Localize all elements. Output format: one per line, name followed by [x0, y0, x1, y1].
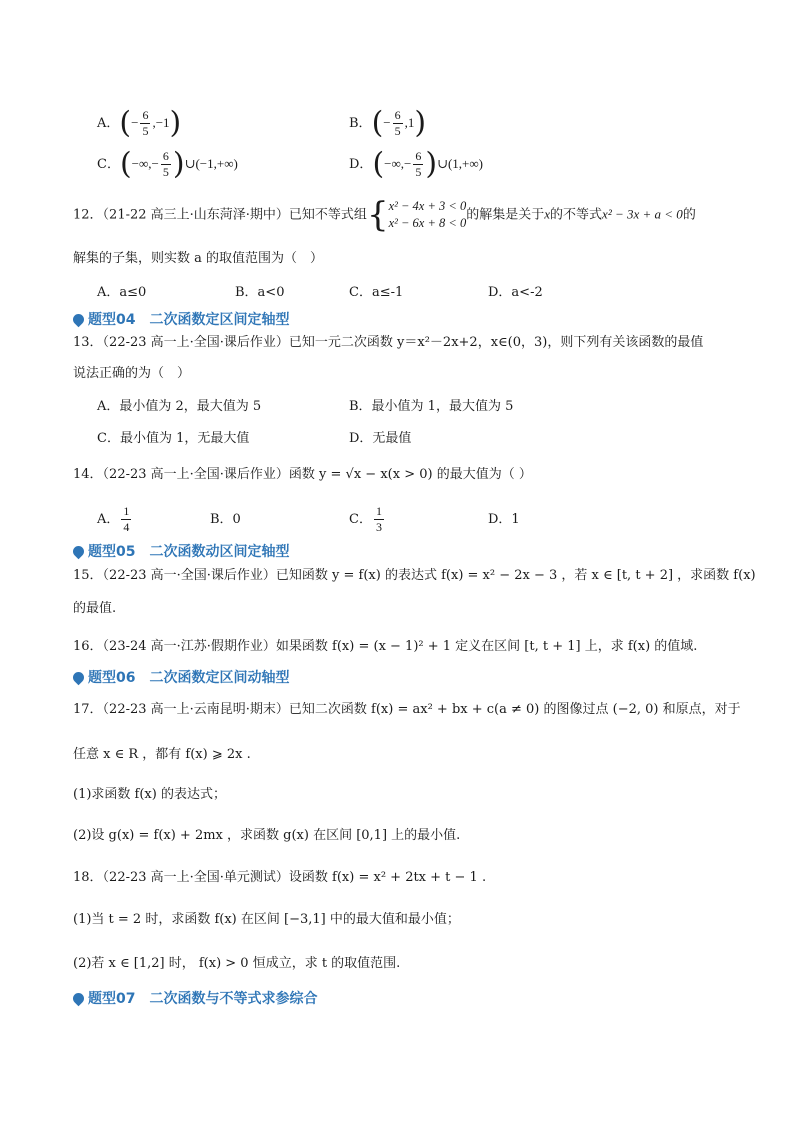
q12-line2: 解集的子集，则实数 a 的取值范围为（ ） — [73, 251, 324, 266]
q17-part2: (2)设 g(x) = f(x) + 2mx ，求函数 g(x) 在区间 [0,1] 上的最小值. — [73, 828, 461, 843]
q13-line1: 13．（22-23 高一上·全国·课后作业）已知一元二次函数 y＝x²－2x+2，x∈(0，3)，则下列有关该函数的最值 — [73, 335, 704, 350]
q17-line1: 17．（22-23 高一上·云南昆明·期末）已知二次函数 f(x) = ax² + bx + c(a ≠ 0) 的图像过点 (−2, 0) 和原点，对于 — [73, 702, 741, 717]
q12-line1: 12．（21-22 高三上·山东菏泽·期中）已知不等式组{ x² − 4x + 3 < 0 x² − 6x + 8 < 0 的解集是关于x的不等式x² − 3x + a < 0的 — [73, 195, 696, 235]
section-heading-07: 题型07 二次函数与不等式求参综合 — [73, 988, 317, 1008]
q18-part2: (2)若 x ∈ [1,2] 时， f(x) > 0 恒成立，求 t 的取值范围. — [73, 956, 401, 971]
q14-option-b: B．0 — [210, 512, 241, 527]
section-marker-icon — [71, 543, 87, 559]
q14-option-a: A． $\frac{1}{4}$ — [97, 504, 130, 534]
section-marker-icon — [71, 990, 87, 1006]
q18-part1: (1)当 t = 2 时，求函数 f(x) 在区间 [−3,1] 中的最大值和最小值； — [73, 912, 460, 927]
q11-option-c: C．(−∞,− $\frac{6}{5}$ )∪(−1,+∞) — [97, 146, 238, 182]
q18-line1: 18．（22-23 高一上·全国·单元测试）设函数 f(x) = x² + 2tx + t − 1 . — [73, 870, 487, 885]
section-marker-icon — [71, 311, 87, 327]
q15-line2: 的最值. — [73, 601, 117, 616]
q13-option-c: C．最小值为 1，无最大值 — [97, 431, 250, 446]
q17-line2: 任意 x ∈ R ，都有 f(x) ⩾ 2x . — [73, 747, 251, 762]
q16-line1: 16．（23-24 高一·江苏·假期作业）如果函数 f(x) = (x − 1)² + 1 定义在区间 [t, t + 1] 上，求 f(x) 的值域. — [73, 639, 698, 654]
q12-option-a: A．a≤0 — [97, 285, 147, 300]
q11-option-d: D．(−∞,− $\frac{6}{5}$ )∪(1,+∞) — [349, 146, 483, 182]
q12-option-d: D．a<-2 — [488, 285, 543, 300]
q17-part1: (1)求函数 f(x) 的表达式； — [73, 787, 226, 802]
section-marker-icon — [71, 669, 87, 685]
section-heading-06: 题型06 二次函数定区间动轴型 — [73, 667, 289, 687]
q12-option-c: C．a≤-1 — [349, 285, 404, 300]
q11-option-b: B．(− $\frac{6}{5}$ ,1) — [349, 105, 427, 141]
q14-line1: 14．（22-23 高一上·全国·课后作业）函数 y = √x − x(x > 0) 的最大值为（ ） — [73, 467, 532, 482]
q13-option-d: D．无最值 — [349, 431, 412, 446]
section-heading-04: 题型04 二次函数定区间定轴型 — [73, 309, 289, 329]
q12-option-b: B．a<0 — [235, 285, 285, 300]
q13-line2: 说法正确的为（ ） — [73, 366, 191, 381]
q13-option-b: B．最小值为 1，最大值为 5 — [349, 399, 514, 414]
q15-line1: 15．（22-23 高一·全国·课后作业）已知函数 y = f(x) 的表达式 f(x) = x² − 2x − 3 ，若 x ∈ [t, t + 2] ，求函数 f(x) — [73, 568, 756, 583]
section-heading-05: 题型05 二次函数动区间定轴型 — [73, 541, 289, 561]
q11-option-a: A．(− $\frac{6}{5}$ ,−1) — [97, 105, 182, 141]
q14-option-d: D．1 — [488, 512, 520, 527]
q13-option-a: A．最小值为 2，最大值为 5 — [97, 399, 262, 414]
q14-option-c: C． $\frac{1}{3}$ — [349, 504, 382, 534]
